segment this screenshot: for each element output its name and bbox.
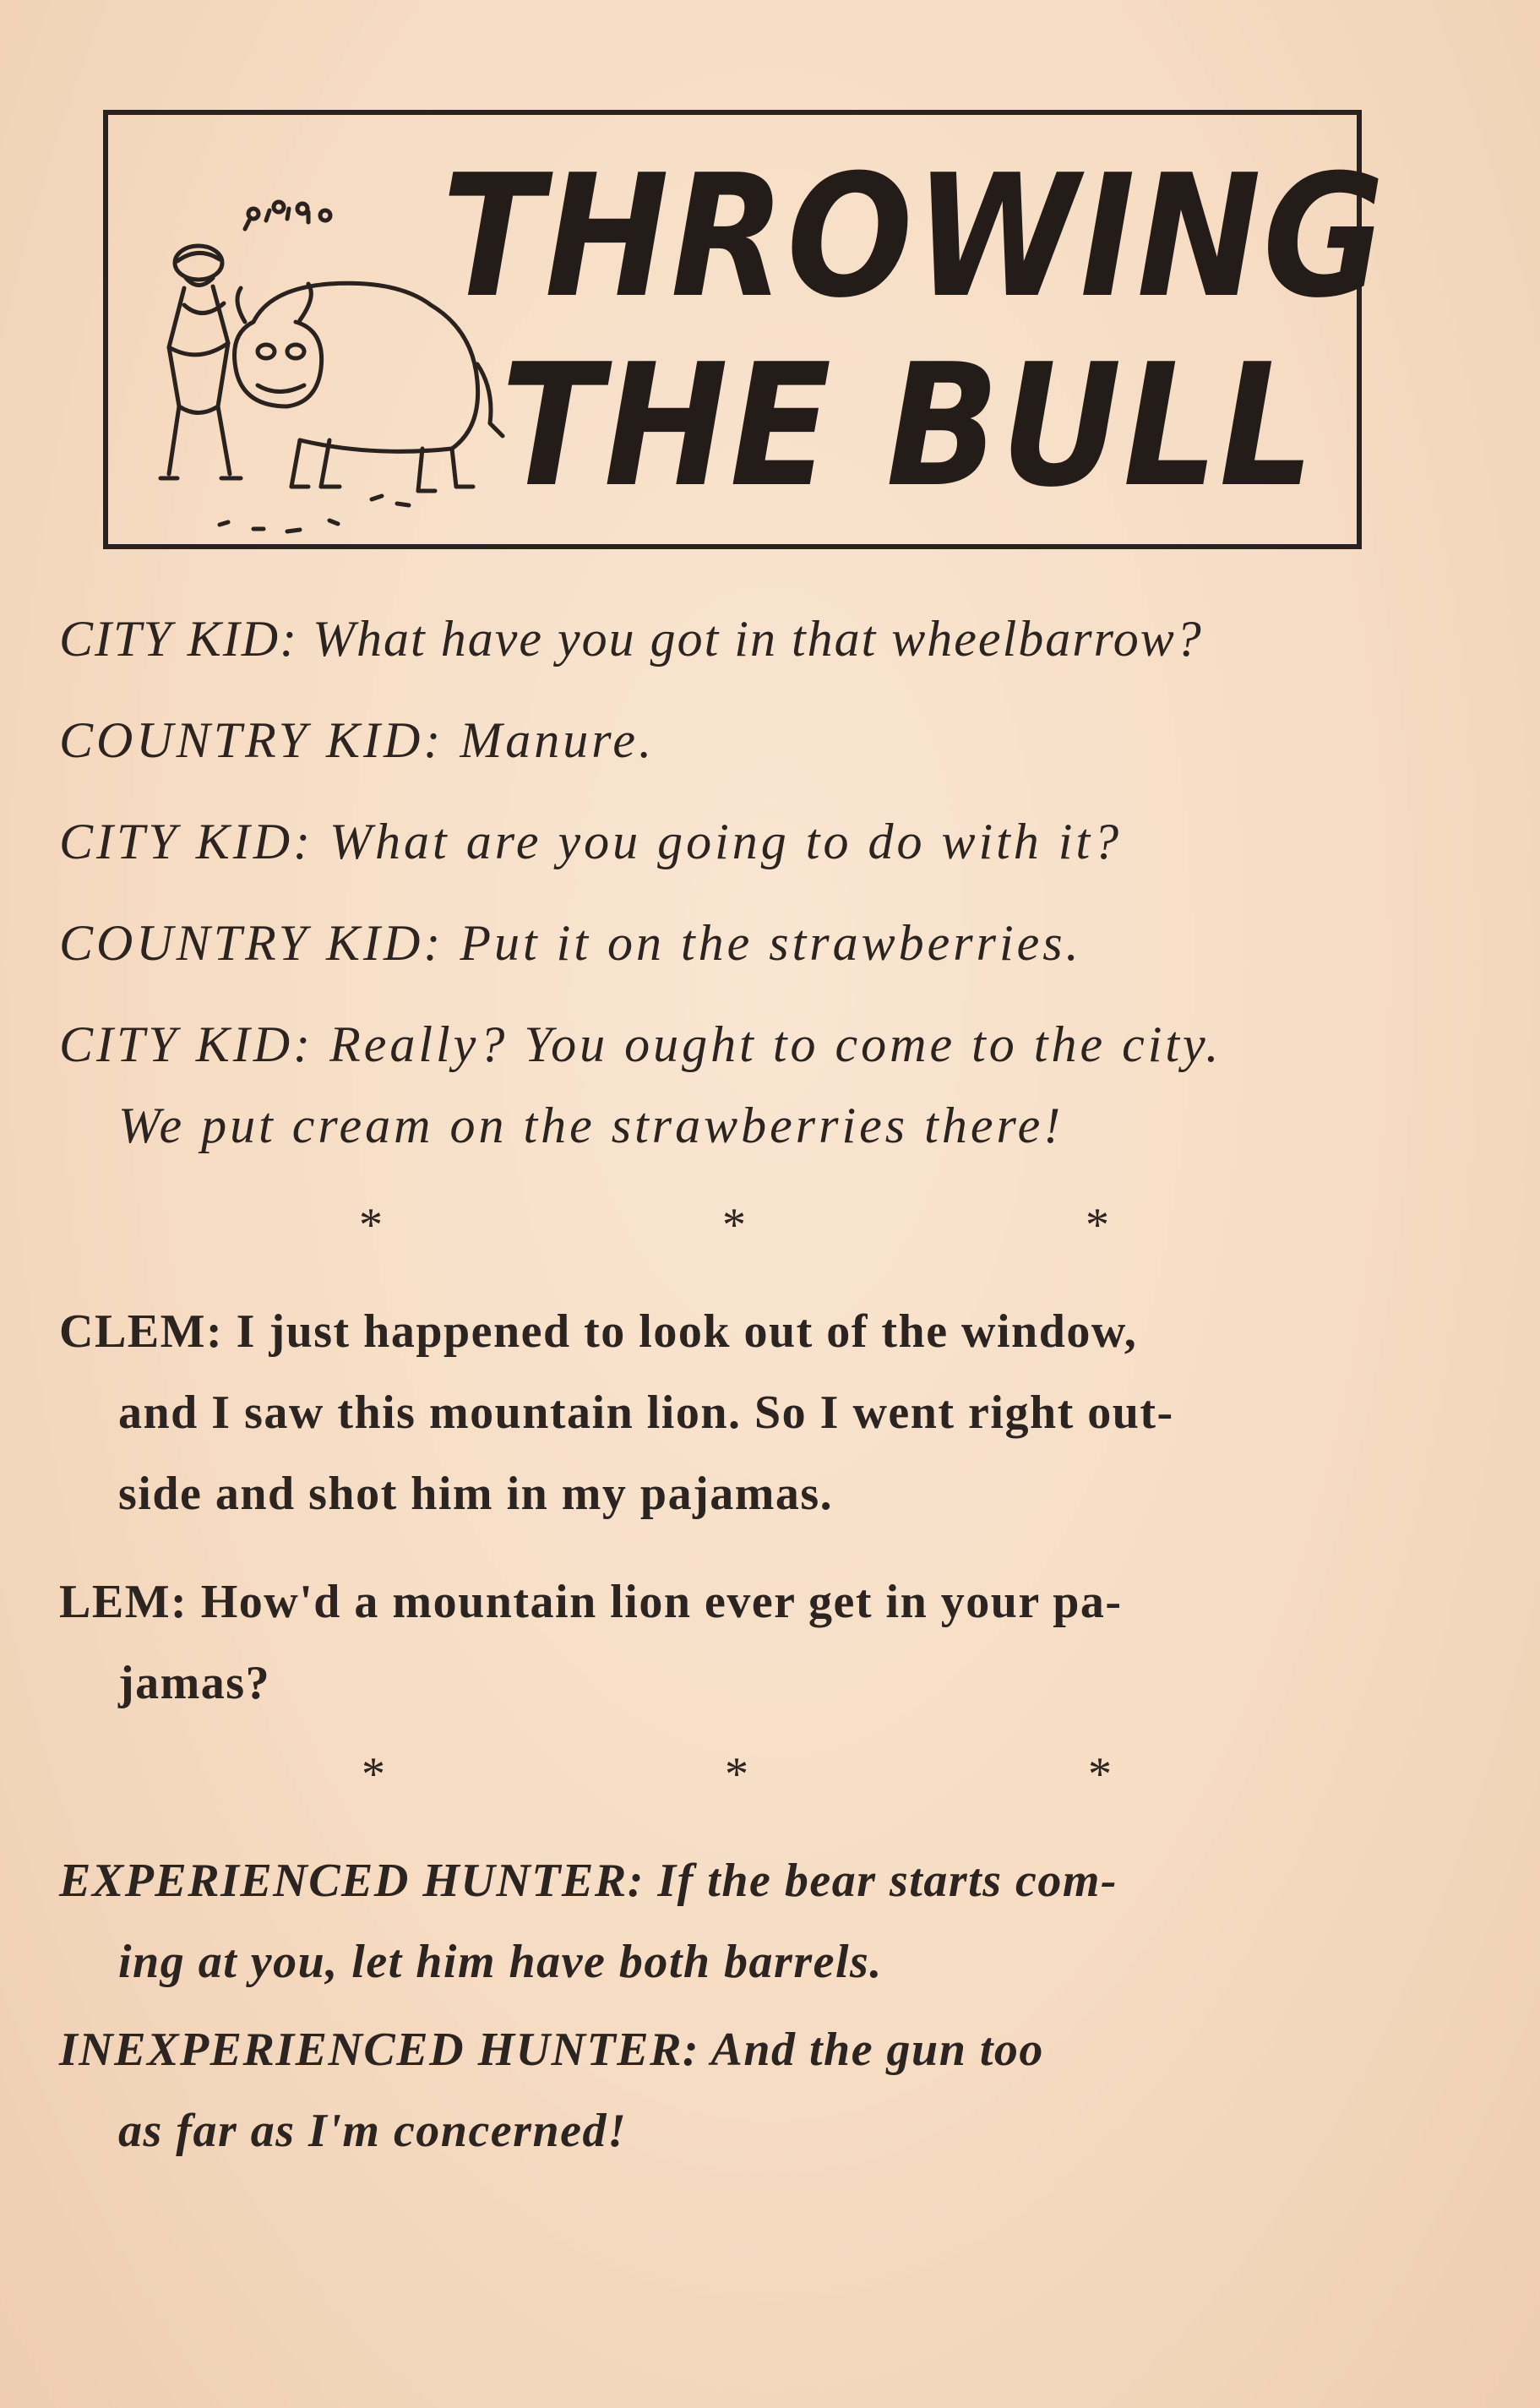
speaker-label: INEXPERIENCED HUNTER: — [59, 2024, 700, 2076]
dialogue-line — [59, 801, 1436, 882]
dialogue-text: If the bear starts com- — [657, 1855, 1118, 1907]
dialogue-line — [59, 1291, 1436, 1534]
separator-star: * — [362, 1748, 385, 1801]
dialogue-line — [59, 1840, 1436, 2002]
dialogue-text: Really? You ought to come to the city. — [329, 1016, 1222, 1072]
dialogue-text: Put it on the strawberries. — [460, 915, 1082, 971]
speaker-label: EXPERIENCED HUNTER: — [59, 1855, 645, 1907]
dialogue-text: side and shot him in my pajamas. — [118, 1468, 834, 1520]
title-box — [103, 110, 1386, 549]
speaker-label: COUNTRY KID: — [59, 712, 444, 768]
separator — [0, 1747, 1540, 1815]
dialogue-line — [59, 902, 1436, 983]
dialogue-line — [59, 598, 1436, 679]
dialogue-text: And the gun too — [710, 2024, 1044, 2076]
speaker-label: COUNTRY KID: — [59, 915, 444, 971]
dialogue-text: ing at you, let him have both barrels. — [118, 1936, 883, 1988]
dialogue-text: and I saw this mountain lion. So I went right out- — [118, 1387, 1174, 1439]
dialogue-text: I just happened to look out of the window, — [236, 1305, 1138, 1358]
separator-star: * — [359, 1199, 383, 1251]
dialogue-text: What are you going to do with it? — [329, 814, 1123, 869]
dialogue-line — [59, 700, 1436, 781]
title-line-1: THROWING — [442, 139, 1386, 335]
speaker-label: CITY KID: — [59, 814, 314, 869]
speaker-label: CLEM: — [59, 1305, 224, 1358]
speaker-label: CITY KID: — [59, 611, 299, 667]
dialogue-text: Manure. — [460, 712, 656, 768]
dialogue-line — [59, 2009, 1436, 2171]
separator-star: * — [725, 1748, 748, 1801]
speaker-label: CITY KID: — [59, 1016, 314, 1072]
separator — [0, 1198, 1540, 1266]
dialogue-line — [59, 1561, 1436, 1724]
separator-star: * — [1088, 1748, 1112, 1801]
dialogue-text: We put cream on the strawberries there! — [118, 1098, 1064, 1153]
separator-star: * — [722, 1199, 746, 1251]
dialogue-text: How'd a mountain lion ever get in your pa- — [200, 1576, 1123, 1628]
separator-star: * — [1086, 1199, 1109, 1251]
title-line-2: THE BULL — [501, 328, 1316, 525]
speaker-label: LEM: — [59, 1576, 188, 1628]
dialogue-text: as far as I'm concerned! — [118, 2105, 628, 2157]
dialogue-text: What have you got in that wheelbarrow? — [313, 611, 1203, 667]
dialogue-line — [59, 1004, 1436, 1166]
dialogue-text: jamas? — [118, 1657, 271, 1709]
